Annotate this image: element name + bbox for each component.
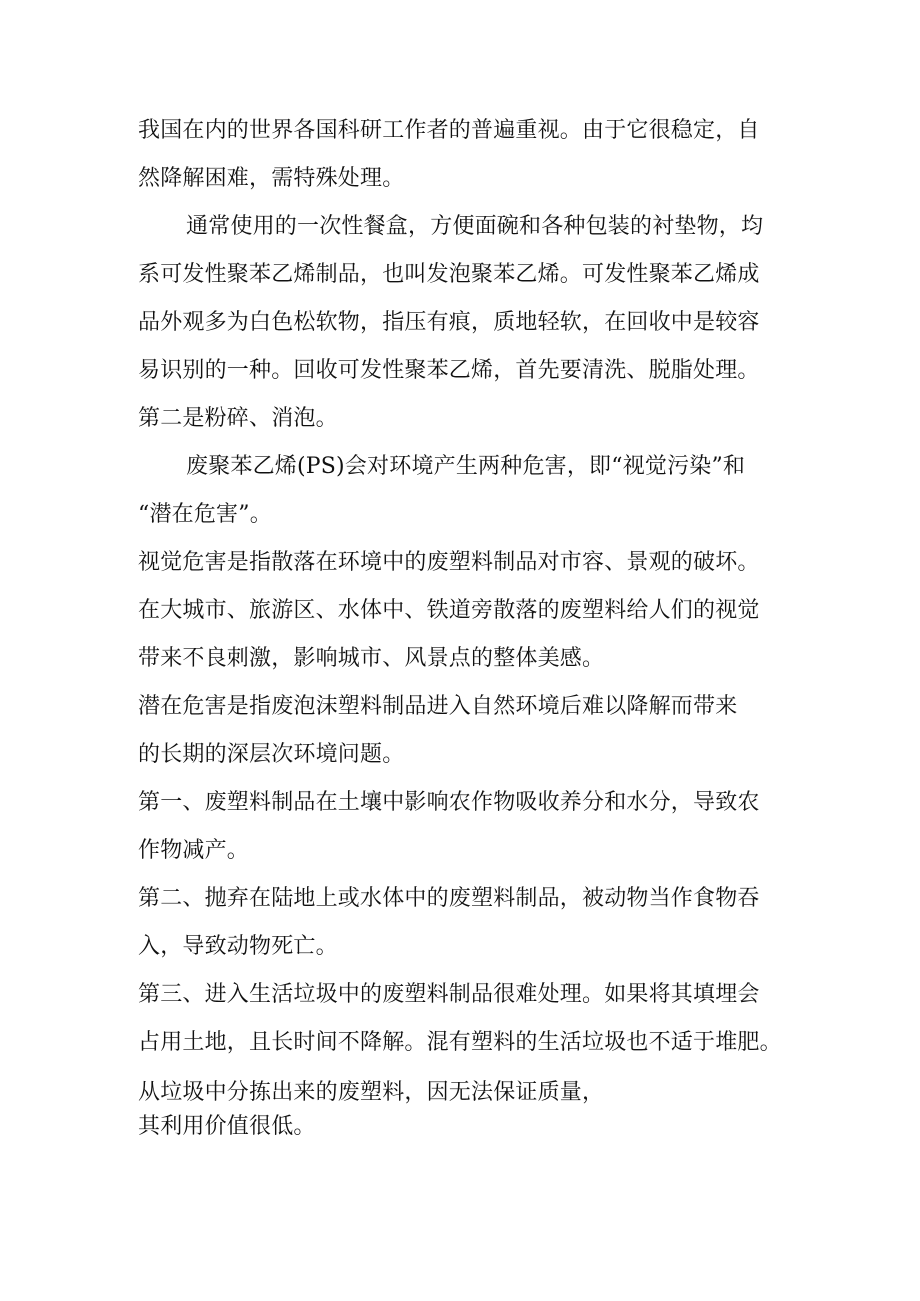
text-line: 从垃圾中分拣出来的废塑料，因无法保证质量，	[138, 1080, 605, 1105]
text-line: 视觉危害是指散落在环境中的废塑料制品对市容、景观的破坏。	[138, 550, 760, 575]
text-line: 易识别的一种。回收可发性聚苯乙烯，首先要清洗、脱脂处理。	[138, 358, 760, 383]
text-line: 在大城市、旅游区、水体中、铁道旁散落的废塑料给人们的视觉	[138, 598, 760, 623]
text-line: 然降解困难，需特殊处理。	[138, 166, 405, 191]
text-line: “潜在危害”。	[138, 502, 272, 527]
text-line: 潜在危害是指废泡沫塑料制品进入自然环境后难以降解而带来	[138, 694, 738, 719]
text-line: 我国在内的世界各国科研工作者的普遍重视。由于它很稳定，自	[138, 118, 760, 143]
text-line: 第二、抛弃在陆地上或水体中的废塑料制品，被动物当作食物吞	[138, 886, 760, 911]
text-line: 占用土地，且长时间不降解。混有塑料的生活垃圾也不适于堆肥。	[138, 1030, 782, 1055]
text-line: 带来不良刺激，影响城市、风景点的整体美感。	[138, 646, 605, 671]
text-line: 第一、废塑料制品在土壤中影响农作物吸收养分和水分，导致农	[138, 790, 760, 815]
text-line: 入，导致动物死亡。	[138, 934, 338, 959]
paragraph-start-line: 通常使用的一次性餐盒，方便面碗和各种包装的衬垫物，均	[186, 214, 764, 239]
text-line: 第三、进入生活垃圾中的废塑料制品很难处理。如果将其填埋会	[138, 982, 760, 1007]
text-line: 系可发性聚苯乙烯制品，也叫发泡聚苯乙烯。可发性聚苯乙烯成	[138, 262, 760, 287]
text-line: 品外观多为白色松软物，指压有痕，质地轻软，在回收中是较容	[138, 310, 760, 335]
paragraph-start-line: 废聚苯乙烯(PS)会对环境产生两种危害，即“视觉污染”和	[186, 454, 746, 479]
text-line: 作物减产。	[138, 838, 250, 863]
text-line: 的长期的深层次环境问题。	[138, 742, 405, 767]
text-line: 其利用价值很低。	[138, 1114, 316, 1139]
text-line: 第二是粉碎、消泡。	[138, 406, 338, 431]
